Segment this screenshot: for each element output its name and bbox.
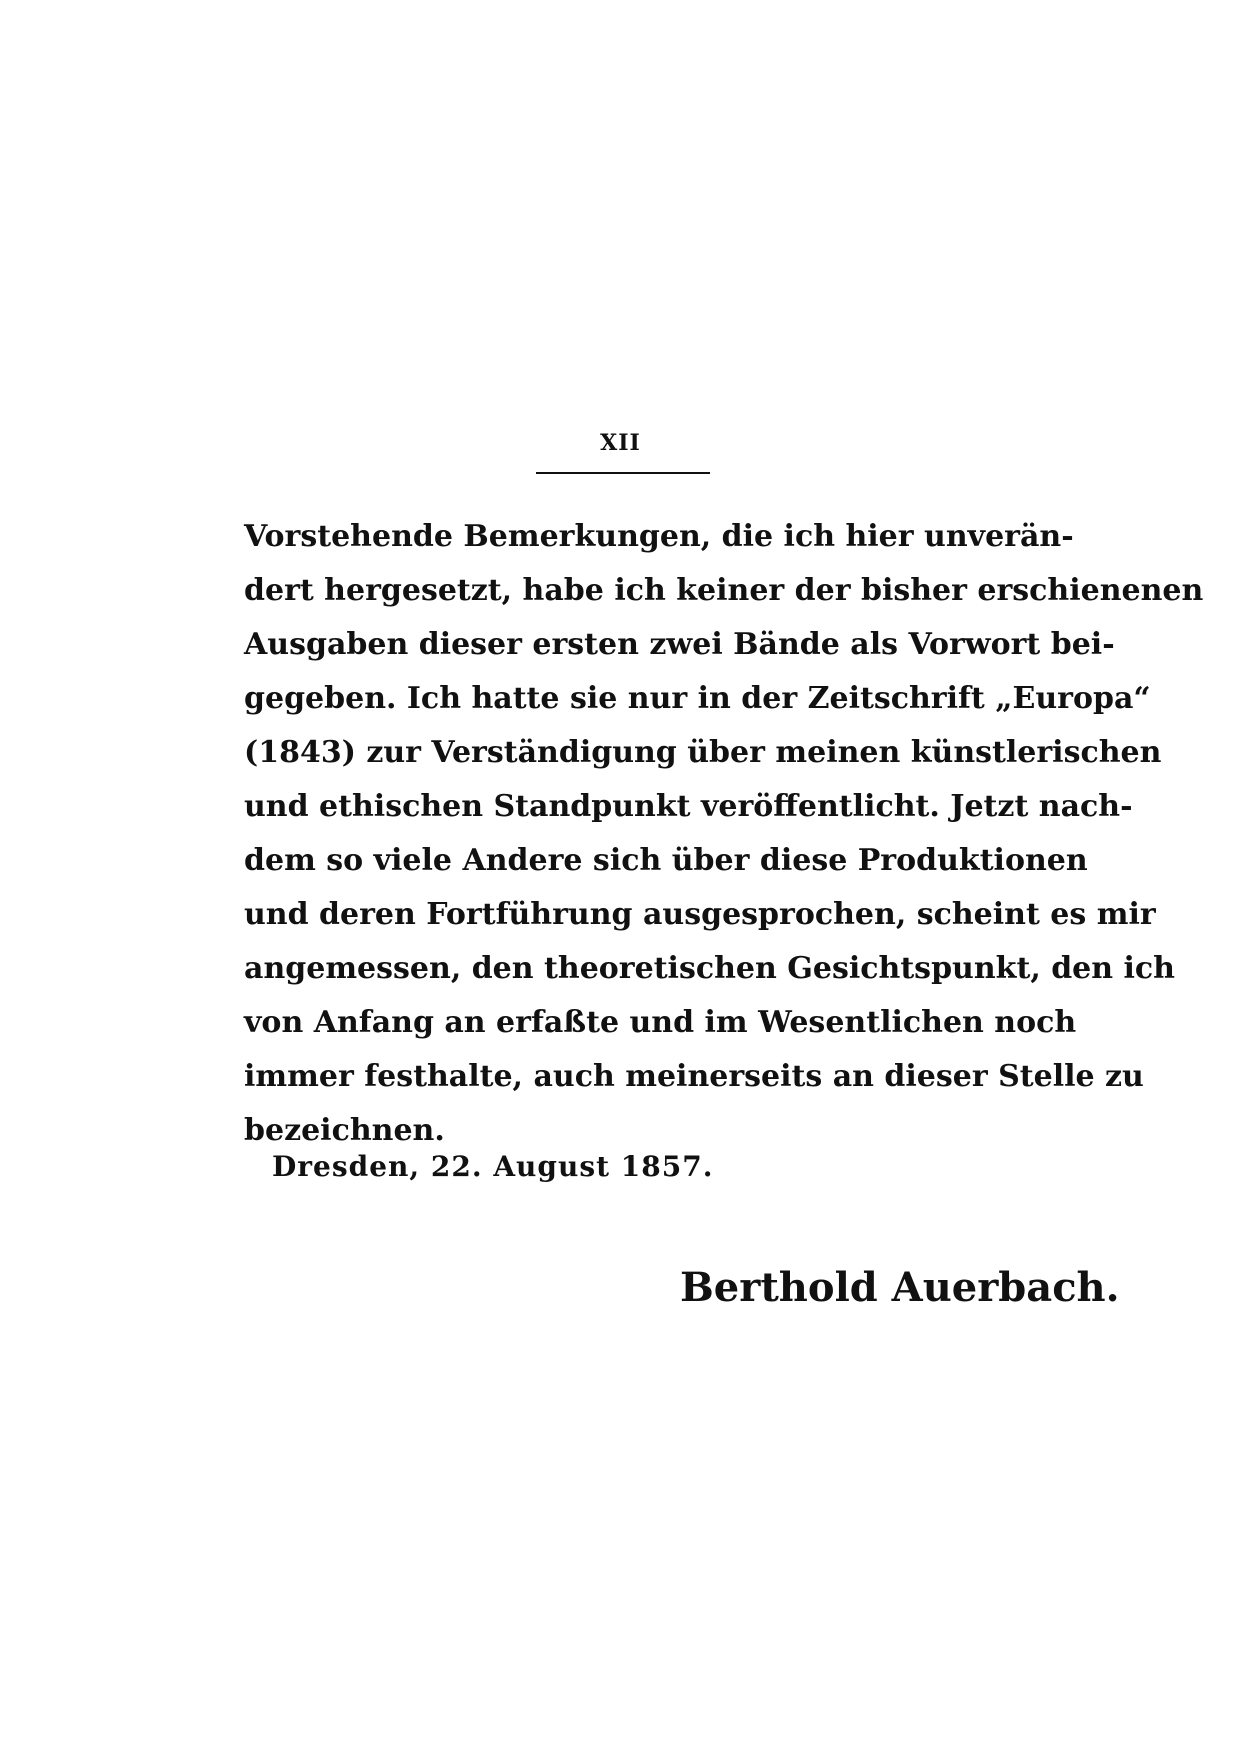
text-line: dert hergesetzt, habe ich keiner der bisher erschienenen — [244, 573, 1204, 608]
dateline: Dresden, 22. August 1857. — [272, 1150, 714, 1183]
text-line: immer festhalte, auch meinerseits an dieser Stelle zu — [244, 1059, 1144, 1094]
text-line: von Anfang an erfaßte und im Wesentlichen noch — [244, 1005, 1077, 1040]
text-line: gegeben. Ich hatte sie nur in der Zeitschrift „Europa“ — [244, 681, 1151, 716]
text-line: und ethischen Standpunkt veröffentlicht. Jetzt nach- — [244, 789, 1133, 824]
text-line: Vorstehende Bemerkungen, die ich hier unverän- — [244, 519, 1074, 554]
header-rule — [536, 472, 710, 474]
body-paragraph — [244, 510, 1204, 1158]
text-line: dem so viele Andere sich über diese Produktionen — [244, 843, 1088, 878]
signature: Berthold Auerbach. — [680, 1264, 1120, 1311]
text-line: (1843) zur Verständigung über meinen künstlerischen — [244, 735, 1162, 770]
page-number: XII — [600, 430, 641, 456]
text-line: angemessen, den theoretischen Gesichtspunkt, den ich — [244, 951, 1175, 986]
text-line: und deren Fortführung ausgesprochen, scheint es mir — [244, 897, 1156, 932]
text-line: bezeichnen. — [244, 1113, 445, 1148]
text-line: Ausgaben dieser ersten zwei Bände als Vorwort bei- — [244, 627, 1115, 662]
